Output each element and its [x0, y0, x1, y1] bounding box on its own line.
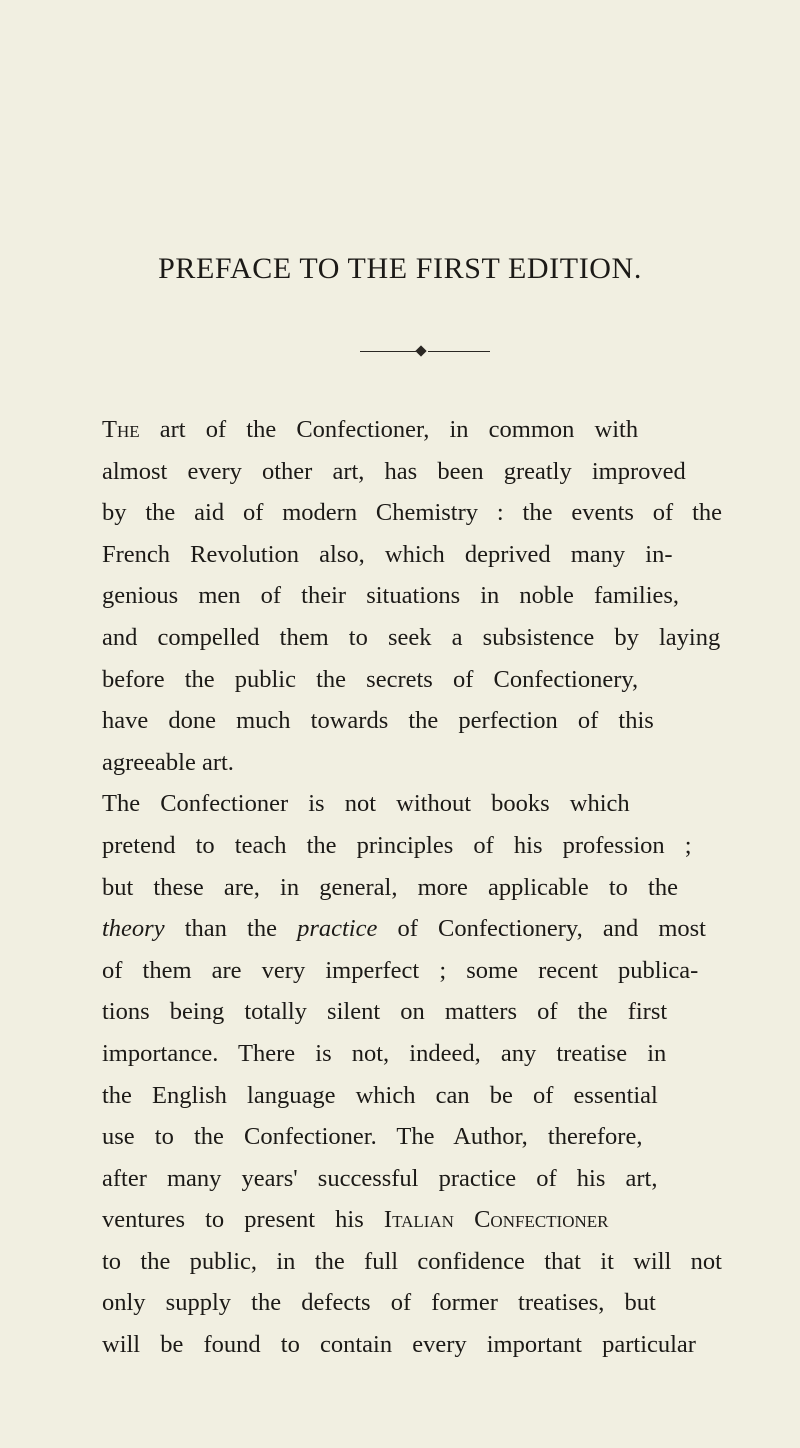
divider-rule-right: [428, 351, 490, 352]
text-line: [102, 867, 722, 909]
text-words: agreeable art.: [102, 748, 234, 776]
text-line: [102, 783, 722, 825]
text-line: [102, 534, 722, 576]
opening-word: The: [102, 416, 140, 443]
text-line: [102, 575, 722, 617]
text-words: but these are, in general, more applicable to the: [102, 873, 678, 901]
text-line: [102, 409, 722, 451]
text-line: [102, 825, 722, 867]
text-line: [102, 1199, 722, 1241]
page-heading: PREFACE TO THE FIRST EDITION.: [158, 252, 642, 285]
text-words: French Revolution also, which deprived many in-: [102, 540, 673, 568]
text-words: genious men of their situations in noble families,: [102, 582, 680, 610]
text-line: [102, 451, 722, 493]
text-line: [102, 1282, 722, 1324]
text-words: after many years' successful practice of his art,: [102, 1164, 658, 1192]
text-words: pretend to teach the principles of his profession ;: [102, 831, 692, 859]
text-line: [102, 1241, 722, 1283]
italic-word: practice: [297, 915, 378, 943]
italic-word: theory: [102, 915, 165, 943]
text-line: [102, 492, 722, 534]
text-line: [102, 1075, 722, 1117]
divider-rule-left: [360, 351, 416, 352]
text-words: The Confectioner is not without books which: [102, 790, 630, 818]
text-line: [102, 659, 722, 701]
text-words: the English language which can be of essential: [102, 1081, 658, 1109]
text-words: before the public the secrets of Confectionery,: [102, 665, 639, 693]
text-words: importance. There is not, indeed, any treatise in: [102, 1039, 667, 1067]
text-words: have done much towards the perfection of this: [102, 707, 654, 735]
text-line: [102, 908, 722, 950]
text-words: of them are very imperfect ; some recent publica-: [102, 956, 699, 984]
text-line: [102, 742, 722, 784]
text-words: ventures to present his Italian Confectioner: [102, 1206, 609, 1234]
text-words: and compelled them to seek a subsistence by laying: [102, 623, 721, 651]
text-words: almost every other art, has been greatly improved: [102, 457, 686, 485]
text-line: [102, 1158, 722, 1200]
text-line: [102, 950, 722, 992]
diamond-icon: [415, 345, 426, 356]
ornamental-divider: [360, 346, 490, 358]
book-title: Italian Confectioner: [383, 1206, 609, 1234]
text-words: only supply the defects of former treatises, but: [102, 1289, 656, 1317]
text-words: will be found to contain every important particular: [102, 1331, 696, 1359]
text-words: tions being totally silent on matters of the first: [102, 998, 668, 1026]
text-words: theory than the practice of Confectionery, and most: [102, 915, 706, 943]
text-line: [102, 1033, 722, 1075]
text-words: The art of the Confectioner, in common with: [102, 416, 639, 443]
text-line: [102, 991, 722, 1033]
text-line: [102, 1324, 722, 1366]
preface-body: [102, 409, 722, 1366]
text-line: [102, 700, 722, 742]
text-words: to the public, in the full confidence that it will not: [102, 1247, 722, 1275]
text-words: use to the Confectioner. The Author, therefore,: [102, 1123, 643, 1151]
text-words: by the aid of modern Chemistry : the events of the: [102, 499, 722, 527]
text-line: [102, 617, 722, 659]
text-line: [102, 1116, 722, 1158]
